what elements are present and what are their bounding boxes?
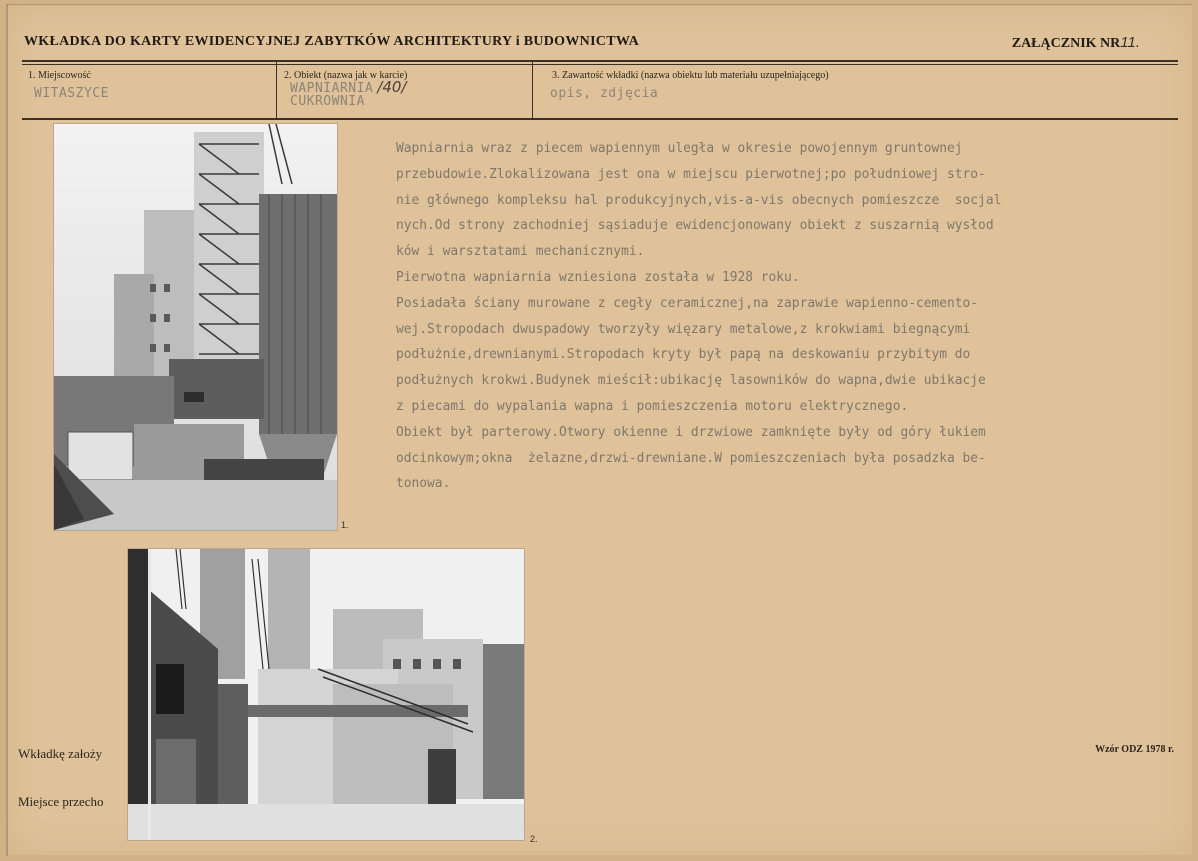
field-divider-1 — [276, 62, 277, 118]
wkladke-zalozyl-label: Wkładkę założy — [18, 746, 103, 761]
description-line: odcinkowym;okna żelazne,drzwi-drewniane.W pomieszczeniach była posadzka be- — [396, 450, 986, 466]
description-line: nie głównego kompleksu hal produkcyjnych,vis-a-vis obecnych pomieszcze socjal — [396, 192, 1002, 208]
miejscowosc-value: WITASZYCE — [34, 86, 109, 101]
photo-2-image — [128, 549, 524, 840]
annex-header — [1012, 34, 1140, 52]
photo-2-number: 2. — [530, 834, 538, 844]
annex-label: ZAŁĄCZNIK NR — [1011, 36, 1121, 51]
card-edge-left — [6, 4, 8, 856]
description-line: wej.Stropodach dwuspadowy tworzyły więzary metalowe,z krokwiami biegnącymi — [396, 321, 971, 337]
header-rule-top-2 — [22, 64, 1178, 65]
description-line: ków i warsztatami mechanicznymi. — [396, 244, 645, 260]
description-line: Wapniarnia wraz z piecem wapiennym uległa w okresie powojennym gruntownej — [396, 141, 963, 156]
description-line: podłużnych krokwi.Budynek mieścił:ubikację lasowników do wapna,dwie ubikacje — [396, 373, 986, 389]
form-title: WKŁADKA DO KARTY EWIDENCYJNEJ ZABYTKÓW ARCHITEKTURY i BUDOWNICTWA — [24, 34, 640, 49]
obiekt-name: WAPNIARNIA — [290, 81, 374, 96]
description-line: podłużnie,drewnianymi.Stropodach kryty był papą na deskowaniu przybitym do — [396, 347, 971, 363]
description-text — [396, 136, 1176, 497]
photo-1-number: 1. — [341, 520, 349, 530]
form-template-id: Wzór ODZ 1978 r. — [1095, 744, 1174, 755]
description-line: Posiadała ściany murowane z cegły ceramicznej,na zaprawie wapienno-cemento- — [396, 295, 979, 311]
obiekt-handwritten-number: /40/ — [377, 78, 407, 96]
photo-lime-kiln-tower — [54, 124, 337, 530]
description-line: przebudowie.Zlokalizowana jest ona w miejscu pierwotnej;po południowej stro- — [396, 166, 986, 182]
zawartosc-value: opis, zdjęcia — [550, 86, 659, 101]
description-line: z piecami do wypalania wapna i pomieszczenia motoru elektrycznego. — [396, 398, 909, 414]
description-line: nych.Od strony zachodniej sąsiaduje ewidencjonowany obiekt z suszarnią wysłod — [396, 218, 994, 234]
card-edge-top — [6, 4, 1192, 5]
obiekt-value-line2: CUKROWNIA — [290, 94, 365, 109]
miejscowosc-label: 1. Miejscowość — [28, 70, 91, 81]
obiekt-label: 2. Obiekt (nazwa jak w karcie) — [284, 70, 408, 81]
miejsce-przechowywania-label: Miejsce przecho — [18, 794, 104, 809]
description-line: tonowa. — [396, 476, 451, 492]
header-rule-bottom — [22, 118, 1178, 120]
photo-1-image — [54, 124, 337, 530]
header-rule-top — [22, 60, 1178, 62]
description-line: Obiekt był parterowy.Otwory okienne i drzwiowe zamknięte były od góry łukiem — [396, 424, 986, 440]
photo-cukrownia-complex — [128, 549, 524, 840]
field-divider-2 — [532, 62, 533, 118]
zawartosc-label: 3. Zawartość wkładki (nazwa obiektu lub materiału uzupełniającego) — [552, 70, 829, 81]
annex-number: 11. — [1120, 34, 1140, 51]
description-line: Pierwotna wapniarnia wzniesiona została w 1928 roku. — [396, 269, 800, 285]
